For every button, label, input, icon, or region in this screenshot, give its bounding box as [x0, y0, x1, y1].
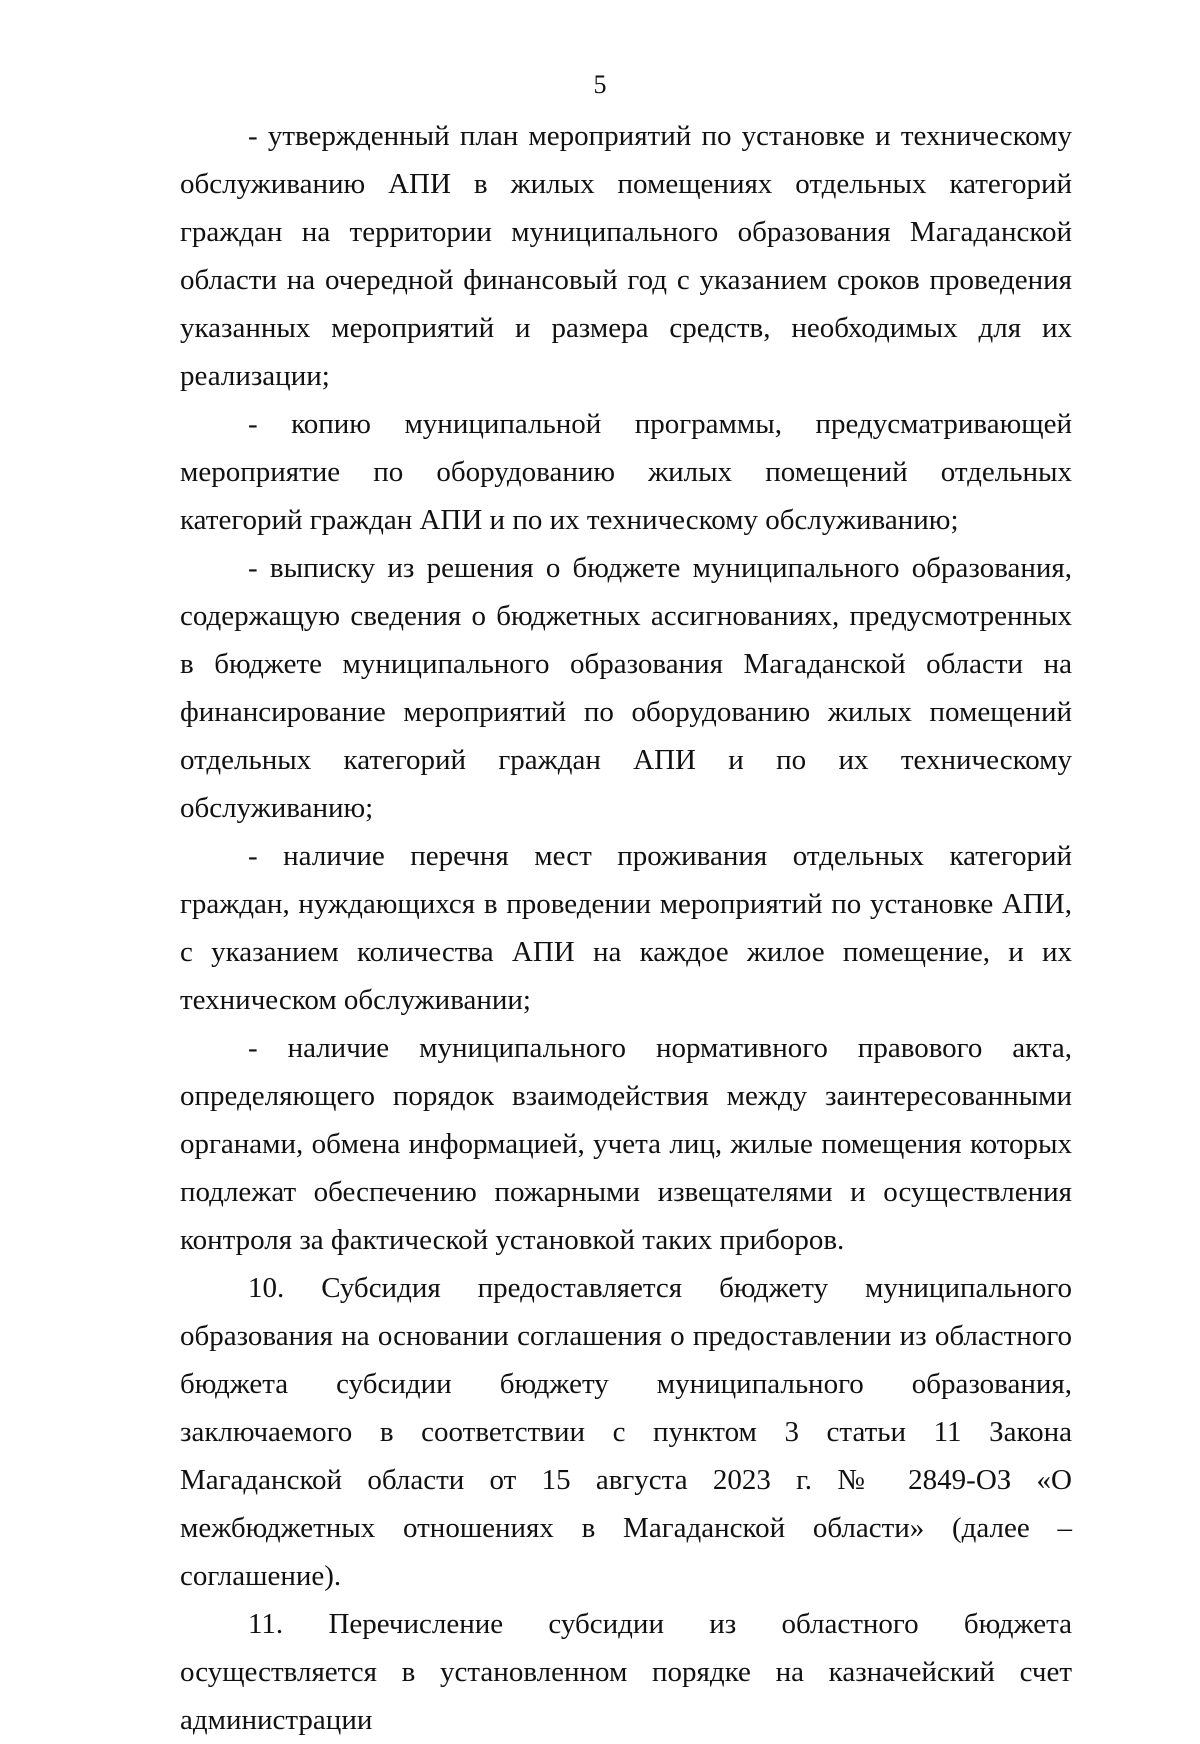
paragraph-residence-list: - наличие перечня мест проживания отдельных категорий граждан, нуждающихся в проведении мероприятий по установке АПИ, с указанием количества АПИ на каждое жилое помещение, и их техническом обслуживании;: [180, 840, 1072, 1016]
paragraph-normative-act: - наличие муниципального нормативного правового акта, определяющего порядок взаимодействия между заинтересованными органами, обмена информацией, учета лиц, жилые помещения которых подлежат обеспечению пожарными извещателями и осуществления контроля за фактической установкой таких приборов.: [180, 1032, 1072, 1256]
paragraph-budget-extract: - выписку из решения о бюджете муниципального образования, содержащую сведения о бюджетных ассигнованиях, предусмотренных в бюджете муниципального образования Магаданской области на финансирование мероприятий по оборудованию жилых помещений отдельных категорий граждан АПИ и по их техническому обслуживанию;: [180, 552, 1072, 824]
document-body: [180, 112, 1072, 1744]
paragraph-municipal-program: - копию муниципальной программы, предусматривающей мероприятие по оборудованию жилых помещений отдельных категорий граждан АПИ и по их техническому обслуживанию;: [180, 408, 1072, 536]
paragraph-approved-plan: - утвержденный план мероприятий по установке и техническому обслуживанию АПИ в жилых помещениях отдельных категорий граждан на территории муниципального образования Магаданской области на очередной финансовый год с указанием сроков проведения указанных мероприятий и размера средств, необходимых для их реализации;: [180, 120, 1072, 392]
paragraph-item-11: 11. Перечисление субсидии из областного бюджета осуществляется в установленном порядке на казначейский счет администрации: [180, 1608, 1072, 1736]
page-number: 5: [593, 70, 607, 99]
paragraph-item-10: 10. Субсидия предоставляется бюджету муниципального образования на основании соглашения о предоставлении из областного бюджета субсидии бюджету муниципального образования, заключаемого в соответствии с пунктом 3 статьи 11 Закона Магаданской области от 15 августа 2023 г. № 2849-ОЗ «О межбюджетных отношениях в Магаданской области» (далее – соглашение).: [180, 1272, 1072, 1592]
